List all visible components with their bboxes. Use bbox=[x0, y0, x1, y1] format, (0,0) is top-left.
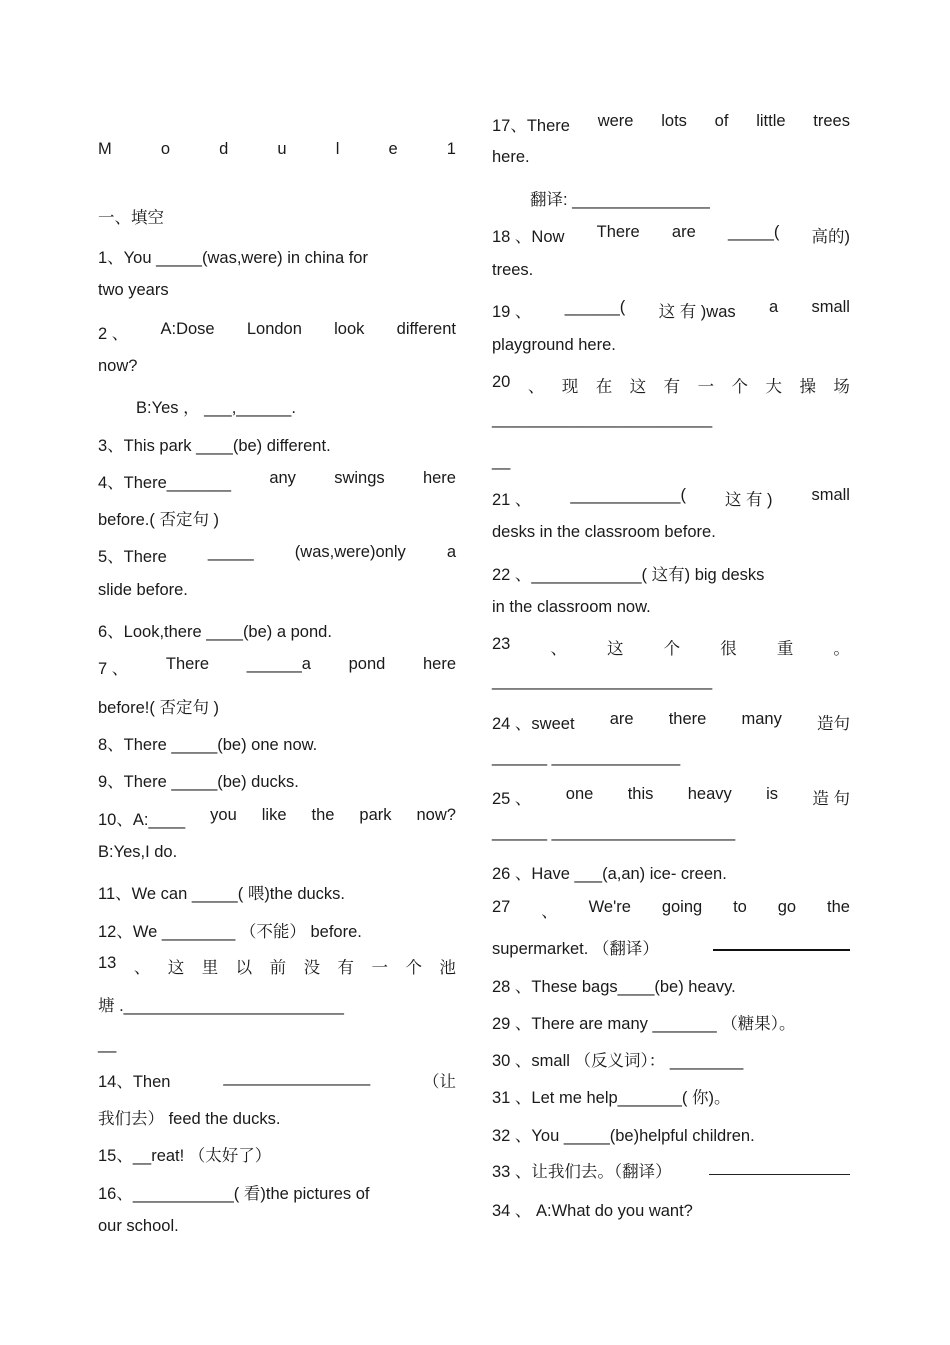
line-text: 6、Look,there ____(be) a pond. bbox=[98, 623, 332, 641]
word: park bbox=[359, 806, 392, 824]
word: _____( bbox=[727, 223, 780, 241]
word: are bbox=[671, 223, 696, 241]
line-text: here. bbox=[492, 148, 530, 166]
question-line bbox=[492, 1084, 850, 1108]
line-text: desks in the classroom before. bbox=[492, 523, 716, 541]
line-text: 翻译: _______________ bbox=[530, 191, 710, 209]
word: 19 、 bbox=[492, 303, 532, 321]
word: _____ bbox=[207, 543, 254, 561]
line-text: 塘 .________________________ bbox=[98, 997, 344, 1015]
question-line bbox=[492, 486, 850, 510]
word: 、 bbox=[133, 959, 151, 977]
line-text: 我们去） feed the ducks. bbox=[98, 1110, 281, 1128]
line-text: 11、We can _____( 喂)the ducks. bbox=[98, 885, 346, 903]
line-text: in the classroom now. bbox=[492, 598, 651, 616]
question-line bbox=[98, 954, 456, 978]
word: 。 bbox=[833, 640, 850, 658]
word: 23 bbox=[492, 635, 511, 653]
word: small bbox=[811, 486, 850, 504]
word: 这 有 )was bbox=[658, 303, 736, 321]
question-line bbox=[492, 112, 850, 136]
word: 13 bbox=[98, 954, 117, 972]
line-text: two years bbox=[98, 281, 169, 299]
module-title bbox=[98, 140, 456, 159]
question-line bbox=[492, 561, 850, 585]
question-line bbox=[98, 918, 456, 942]
question-line bbox=[98, 244, 456, 268]
question-line bbox=[492, 710, 850, 734]
question-line bbox=[98, 731, 456, 755]
question-line bbox=[492, 1047, 850, 1071]
word: lots bbox=[661, 112, 687, 130]
word: London bbox=[246, 320, 302, 338]
word: a bbox=[446, 543, 456, 561]
word: 14、Then bbox=[98, 1073, 171, 1091]
word: 、 bbox=[541, 903, 558, 921]
word: 21 、 bbox=[492, 491, 532, 509]
question-line bbox=[98, 469, 456, 493]
word: 4、There_______ bbox=[98, 474, 232, 492]
word: this bbox=[627, 785, 654, 803]
word: 5、There bbox=[98, 548, 167, 566]
question-line bbox=[492, 898, 850, 922]
word: like bbox=[261, 806, 287, 824]
word: 池 bbox=[439, 959, 456, 977]
word: 造 句 bbox=[812, 790, 850, 808]
question-line bbox=[98, 1142, 456, 1166]
question-line bbox=[492, 598, 850, 617]
line-text: ______ ______________ bbox=[492, 748, 681, 766]
word: there bbox=[668, 710, 707, 728]
question-line bbox=[98, 581, 456, 600]
line-text: ______ ____________________ bbox=[492, 823, 736, 841]
title-letter: u bbox=[277, 140, 287, 158]
line-text: before!( 否定句 ) bbox=[98, 699, 220, 717]
line-text: playground here. bbox=[492, 336, 616, 354]
word: There bbox=[165, 655, 210, 673]
line-text: trees. bbox=[492, 261, 534, 279]
word: 一 bbox=[371, 959, 388, 977]
question-line bbox=[492, 148, 850, 167]
word: 里 bbox=[201, 959, 219, 977]
word: here bbox=[422, 469, 456, 487]
question-line bbox=[98, 880, 456, 904]
word: （让 bbox=[422, 1073, 456, 1091]
question-line bbox=[492, 336, 850, 355]
word: ______a bbox=[246, 655, 311, 673]
word: are bbox=[609, 710, 634, 728]
word: 有 bbox=[337, 959, 355, 977]
question-line bbox=[98, 543, 456, 567]
word: (was,were)only bbox=[294, 543, 406, 561]
word: 操 bbox=[799, 378, 816, 396]
question-line bbox=[98, 806, 456, 830]
word: look bbox=[334, 320, 365, 338]
question-line bbox=[98, 506, 456, 530]
word: you bbox=[210, 806, 237, 824]
word: to bbox=[733, 898, 747, 916]
word: pond bbox=[348, 655, 386, 673]
question-line bbox=[492, 1010, 850, 1034]
word: 一 bbox=[697, 378, 715, 396]
question-line bbox=[98, 768, 456, 792]
question-line bbox=[98, 992, 456, 1016]
title-letter: d bbox=[219, 140, 229, 158]
word: There bbox=[596, 223, 640, 241]
word: 17、There bbox=[492, 117, 570, 135]
question-line bbox=[492, 373, 850, 397]
line-text: ________________________ bbox=[492, 672, 713, 690]
word: 以 bbox=[235, 959, 253, 977]
question-line bbox=[98, 618, 456, 642]
question-line bbox=[492, 823, 850, 842]
question-line bbox=[98, 1180, 456, 1204]
question-line bbox=[492, 261, 850, 280]
title-letter: o bbox=[160, 140, 171, 158]
question-line bbox=[98, 694, 456, 718]
line-text: ________________________ bbox=[492, 410, 713, 428]
line-text: 12、We ________ （不能） before. bbox=[98, 923, 362, 941]
word: 造句 bbox=[817, 715, 850, 733]
title-letter: M bbox=[98, 140, 112, 158]
line-text: before.( 否定句 ) bbox=[98, 511, 220, 529]
word: 这 bbox=[607, 640, 624, 658]
question-line bbox=[492, 935, 850, 959]
question-line bbox=[492, 785, 850, 809]
question-line bbox=[98, 432, 456, 456]
word: 、 bbox=[527, 378, 545, 396]
question-line bbox=[492, 1197, 850, 1221]
word: going bbox=[661, 898, 703, 916]
question-line bbox=[492, 452, 850, 471]
word: We're bbox=[588, 898, 631, 916]
question-line bbox=[492, 672, 850, 691]
word: go bbox=[777, 898, 797, 916]
title-letter: e bbox=[388, 140, 398, 158]
word: 没 bbox=[303, 959, 321, 977]
word: heavy bbox=[687, 785, 732, 803]
word: 个 bbox=[731, 378, 749, 396]
word: different bbox=[396, 320, 456, 338]
line-text: 8、There _____(be) one now. bbox=[98, 736, 318, 754]
word: A:Dose bbox=[160, 320, 215, 338]
question-line bbox=[492, 523, 850, 542]
question-line bbox=[492, 635, 850, 659]
word: 重 bbox=[776, 640, 794, 658]
question-line bbox=[492, 186, 850, 210]
question-line bbox=[98, 1217, 456, 1236]
word: 前 bbox=[269, 959, 287, 977]
word: of bbox=[714, 112, 729, 130]
word: ________________ bbox=[223, 1068, 371, 1086]
line-text: 32 、You _____(be)helpful children. bbox=[492, 1127, 755, 1145]
question-line bbox=[98, 320, 456, 344]
question-line bbox=[492, 1122, 850, 1146]
word: 20 bbox=[492, 373, 511, 391]
question-line bbox=[98, 655, 456, 679]
word: 现 bbox=[561, 378, 579, 396]
word: 27 bbox=[492, 898, 511, 916]
line-text: 34 、 A:What do you want? bbox=[492, 1202, 693, 1220]
line-text: 28 、These bags____(be) heavy. bbox=[492, 978, 736, 996]
line-text: __ bbox=[492, 452, 511, 470]
word: the bbox=[826, 898, 850, 916]
word: 大 bbox=[765, 378, 782, 396]
line-text: B:Yes,I do. bbox=[98, 843, 178, 861]
word: 25 、 bbox=[492, 790, 532, 808]
word: 7 、 bbox=[98, 660, 129, 678]
question-line bbox=[98, 394, 456, 418]
word: 这 bbox=[629, 378, 647, 396]
word: 24 、sweet bbox=[492, 715, 575, 733]
line-text: 15、__reat! （太好了） bbox=[98, 1147, 272, 1165]
line-text: now? bbox=[98, 357, 138, 375]
word: 10、A:____ bbox=[98, 811, 186, 829]
question-line bbox=[492, 1158, 850, 1182]
word: now? bbox=[416, 806, 456, 824]
word: 高的) bbox=[811, 228, 850, 246]
line-text: slide before. bbox=[98, 581, 188, 599]
word: 18 、Now bbox=[492, 228, 565, 246]
line-text: 16、___________( 看)the pictures of bbox=[98, 1185, 370, 1203]
line-text: 29 、There are many _______ （糖果）。 bbox=[492, 1015, 796, 1033]
word: 这 bbox=[167, 959, 185, 977]
word: the bbox=[311, 806, 335, 824]
line-text: 31 、Let me help_______( 你)。 bbox=[492, 1089, 731, 1107]
line-text: __ bbox=[98, 1035, 117, 1053]
question-line bbox=[98, 1035, 456, 1054]
word: were bbox=[597, 112, 634, 130]
line-text: 1、You _____(was,were) in china for bbox=[98, 249, 368, 267]
word: is bbox=[766, 785, 779, 803]
question-line bbox=[98, 357, 456, 376]
word: one bbox=[565, 785, 594, 803]
line-text: 9、There _____(be) ducks. bbox=[98, 773, 299, 791]
question-line bbox=[492, 860, 850, 884]
word: 有 bbox=[663, 378, 681, 396]
word: trees bbox=[813, 112, 850, 130]
question-line bbox=[98, 1105, 456, 1129]
title-letter: 1 bbox=[446, 140, 456, 158]
line-text: 30 、small （反义词）： ________ bbox=[492, 1052, 744, 1070]
line-text: 3、This park ____(be) different. bbox=[98, 437, 331, 455]
line-text: supermarket. （翻译） bbox=[492, 940, 659, 958]
line-text: 26 、Have ___(a,an) ice- creen. bbox=[492, 865, 727, 883]
question-line bbox=[98, 1068, 456, 1092]
word: many bbox=[741, 710, 782, 728]
word: 个 bbox=[405, 959, 422, 977]
question-line bbox=[492, 410, 850, 429]
word: a bbox=[768, 298, 779, 316]
word: here bbox=[422, 655, 456, 673]
word: 、 bbox=[550, 640, 567, 658]
question-line bbox=[98, 843, 456, 862]
word: 很 bbox=[720, 640, 737, 658]
word: 这 有 ) bbox=[724, 491, 773, 509]
question-line bbox=[492, 298, 850, 322]
title-letter: l bbox=[335, 140, 340, 158]
word: 2 、 bbox=[98, 325, 129, 343]
word: 个 bbox=[663, 640, 681, 658]
word: 场 bbox=[833, 378, 850, 396]
word: little bbox=[756, 112, 786, 130]
question-line bbox=[492, 748, 850, 767]
word: small bbox=[811, 298, 850, 316]
section-heading: 一、填空 bbox=[98, 209, 164, 227]
word: ____________( bbox=[570, 486, 686, 504]
line-text: B:Yes ， ___,______. bbox=[136, 399, 296, 417]
line-text: 22 、____________( 这有) big desks bbox=[492, 566, 765, 584]
word: 在 bbox=[595, 378, 613, 396]
word: swings bbox=[334, 469, 385, 487]
question-line bbox=[492, 223, 850, 247]
word: ______( bbox=[564, 298, 626, 316]
question-line bbox=[492, 973, 850, 997]
line-text: 33 、让我们去。（翻译） bbox=[492, 1163, 672, 1181]
question-line bbox=[98, 281, 456, 300]
line-text: our school. bbox=[98, 1217, 179, 1235]
word: any bbox=[269, 469, 296, 487]
